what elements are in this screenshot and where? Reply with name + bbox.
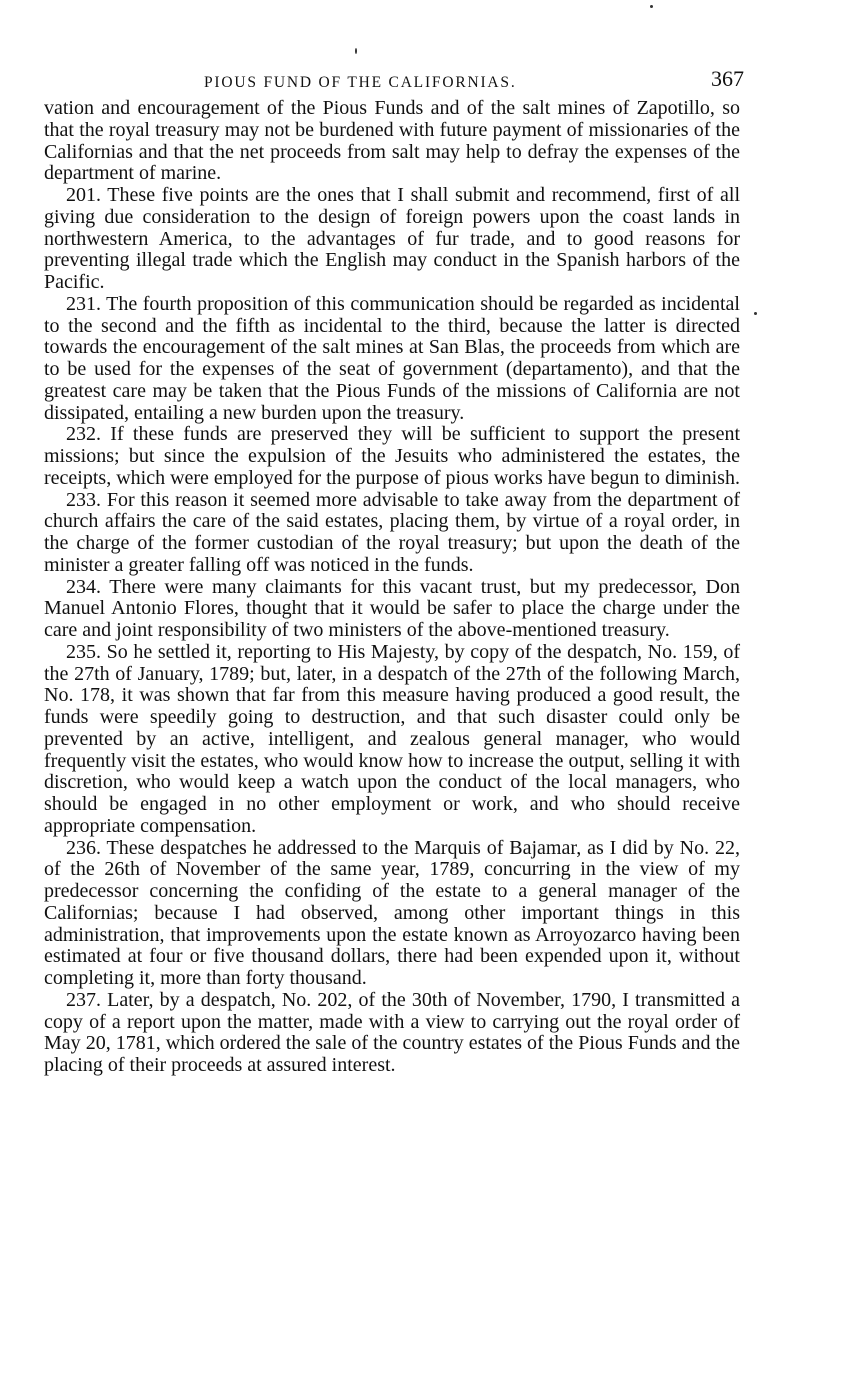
- running-title: PIOUS FUND OF THE CALIFORNIAS.: [204, 74, 517, 91]
- paragraph-237: 237. Later, by a despatch, No. 202, of the 30th of November, 1790, I transmitted a copy of a report upon the matter, made with a view to carrying out the royal order of May 20, 1781, which ordered the sale of the country estates of the Pious Funds and the placing of their proceeds at assured interest.: [44, 988, 740, 1076]
- paragraph-201: 201. These five points are the ones that I shall submit and recommend, first of all giving due consideration to the design of foreign powers upon the coast lands in northwestern America, to the advantages of fur trade, and to good reasons for preventing illegal trade which the English may conduct in the Spanish harbors of the Pacific.: [44, 184, 740, 293]
- paragraph-232: 232. If these funds are preserved they will be sufficient to support the present missions; but since the expulsion of the Jesuits who administered the estates, the receipts, which were employed for the purpose of pious works have begun to diminish.: [44, 423, 740, 489]
- page-header: [44, 58, 744, 98]
- scan-speck: [754, 312, 757, 315]
- scan-speck: [355, 48, 357, 54]
- paragraph-234: 234. There were many claimants for this vacant trust, but my predecessor, Don Manuel Antonio Flores, thought that it would be safer to place the charge under the care and joint responsibility of two ministers of the above-mentioned treasury.: [44, 575, 740, 641]
- paragraph-236: 236. These despatches he addressed to the Marquis of Bajamar, as I did by No. 22, of the 26th of November of the same year, 1789, concurring in the view of my predecessor concerning the confiding of the estate to a general manager of the Californias; because I had observed, among other important things in this administration, that improvements upon the estate known as Arroyozarco having been estimated at four or five thousand dollars, there had been expended upon it, without completing it, more than forty thousand.: [44, 836, 740, 989]
- body-text: [44, 98, 740, 1077]
- page-number: 367: [711, 66, 744, 91]
- paragraph-231: 231. The fourth proposition of this communication should be regarded as incidental to the second and the fifth as incidental to the third, because the latter is directed towards the encouragement of the salt mines at San Blas, the proceeds from which are to be used for the expenses of the seat of government (departamento), and that the greatest care may be taken that the Pious Funds of the missions of California are not dissipated, entailing a new burden upon the treasury.: [44, 292, 740, 424]
- scan-speck: [650, 5, 653, 8]
- paragraph-235: 235. So he settled it, reporting to His Majesty, by copy of the despatch, No. 159, of the 27th of January, 1789; but, later, in a despatch of the 27th of the following March, No. 178, it was shown that far from this measure having produced a good result, the funds were speedily going to destruction, and that such disaster could only be prevented by an active, intelligent, and zealous general manager, who would frequently visit the estates, who would know how to increase the output, selling it with discretion, who would keep a watch upon the conduct of the local managers, who should be engaged in no other employment or work, and who should receive appropriate compensation.: [44, 640, 740, 837]
- paragraph-233: 233. For this reason it seemed more advisable to take away from the department of church affairs the care of the said estates, placing them, by virtue of a royal order, in the charge of the former custodian of the royal treasury; but upon the death of the minister a greater falling off was noticed in the funds.: [44, 488, 740, 576]
- paragraph-continuation: vation and encouragement of the Pious Funds and of the salt mines of Zapotillo, so that the royal treasury may not be burdened with future payment of missionaries of the Californias and that the net proceeds from salt may help to defray the expenses of the department of marine.: [44, 97, 740, 185]
- document-page: [44, 58, 744, 1077]
